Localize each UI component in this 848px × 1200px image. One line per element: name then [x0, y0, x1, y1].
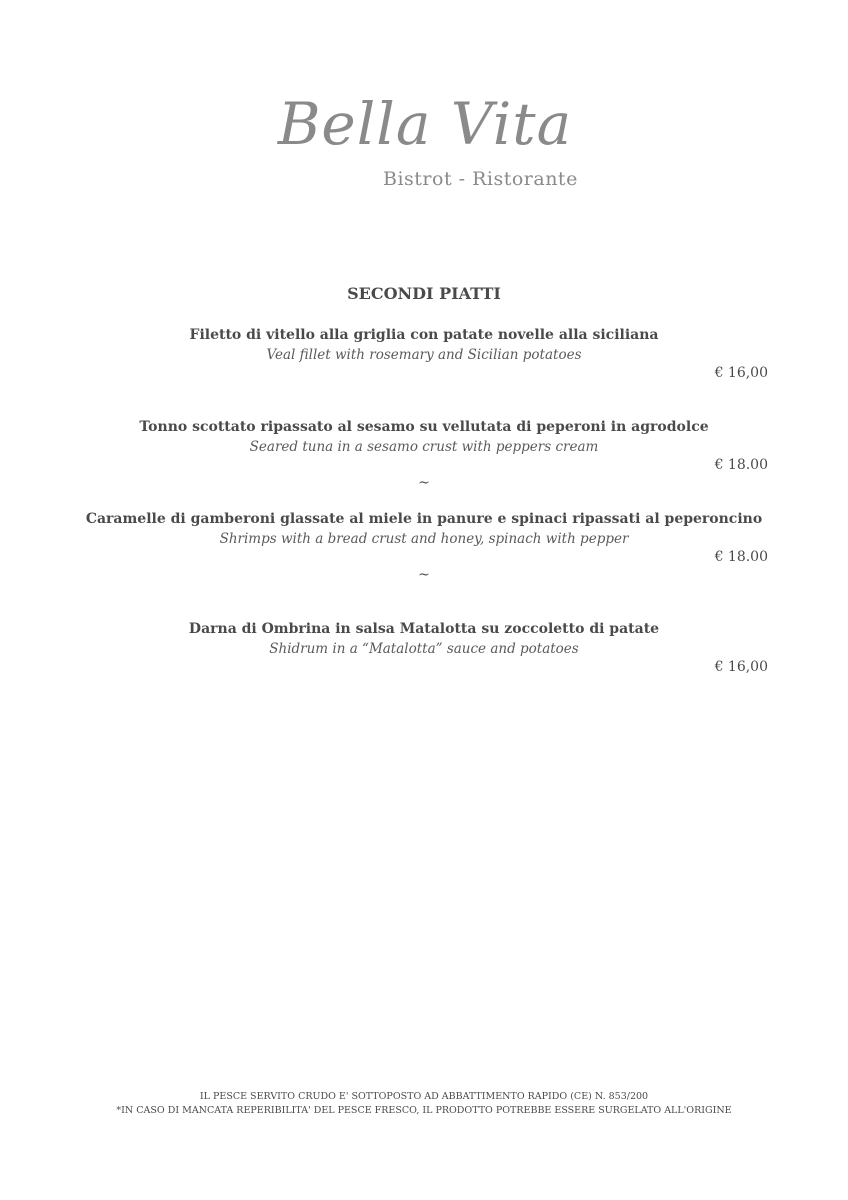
footer-note-raw-fish: IL PESCE SERVITO CRUDO E' SOTTOPOSTO AD ABBATTIMENTO RAPIDO (CE) N. 853/200 — [199, 1091, 649, 1102]
dish-price: € 16,00 — [714, 365, 768, 381]
logo-title: Bella Vita — [277, 90, 573, 158]
separator-tilde: ~ — [418, 567, 430, 583]
dish-price: € 18.00 — [714, 457, 768, 473]
dish-description: Veal fillet with rosemary and Sicilian potatoes — [266, 347, 582, 363]
dish-description: Seared tuna in a sesamo crust with peppers cream — [249, 439, 599, 455]
restaurant-logo — [0, 78, 848, 198]
section-title: SECONDI PIATTI — [347, 284, 501, 303]
dish-description: Shidrum in a “Matalotta” sauce and potatoes — [269, 641, 579, 657]
dish-price: € 16,00 — [714, 659, 768, 675]
logo-subtitle: Bistrot - Ristorante — [383, 168, 578, 190]
dish-name: Filetto di vitello alla griglia con patate novelle alla siciliana — [189, 327, 659, 343]
dish-name: Caramelle di gamberoni glassate al miele in panure e spinaci ripassati al peperoncino — [85, 511, 763, 527]
footer-note-frozen-fish: *IN CASO DI MANCATA REPERIBILITA' DEL PESCE FRESCO, IL PRODOTTO POTREBBE ESSERE SURGELATO ALL'ORIGINE — [116, 1105, 732, 1116]
separator-tilde: ~ — [418, 475, 430, 491]
dish-name: Darna di Ombrina in salsa Matalotta su zoccoletto di patate — [188, 621, 660, 637]
dish-price: € 18.00 — [714, 549, 768, 565]
dish-name: Tonno scottato ripassato al sesamo su vellutata di peperoni in agrodolce — [139, 419, 709, 435]
dish-description: Shrimps with a bread crust and honey, spinach with pepper — [219, 531, 629, 547]
